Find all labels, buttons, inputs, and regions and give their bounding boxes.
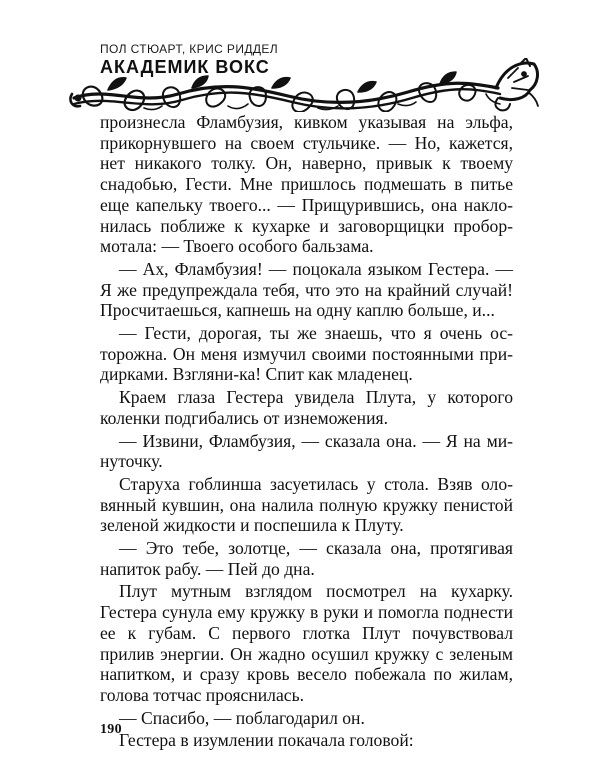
page-number: 190	[100, 722, 122, 737]
paragraph: — Гести, дорогая, ты же знаешь, что я очень осторожна. Он меня измучил своими постоянными придирками. Взгляни-ка! Спит как младенец.	[100, 323, 513, 385]
celtic-vine-ornament-icon	[68, 58, 544, 112]
paragraph: Краем глаза Гестера увидела Плута, у которого коленки подгибались от изнеможения.	[100, 387, 513, 428]
running-head-book-title: АКАДЕМИК ВОКС	[100, 57, 270, 77]
paragraph: — Извини, Фламбузия, — сказала она. — Я на минуточку.	[100, 430, 513, 472]
paragraph: — Спасибо, — поблагодарил он.	[119, 707, 365, 728]
paragraph: Гестера в изумлении покачала головой:	[119, 730, 414, 751]
paragraph: произнесла Фламбузия, кивком указывая на эльфа, прикорнувшего на своем стульчике. — Но, кажется, нет никакого толку. Он, наверно, привык к твоему снадобью, Гести. Мне пришлось подмешать в питье еще капельку твоего... — Прищурившись, она наклонилась поближе к кухарке и заговорщицки пробормотала: — Твоего особого бальзама.	[100, 112, 513, 257]
paragraph: — Это тебе, золотце, — сказала она, протягивая напиток рабу. — Пей до дна.	[100, 538, 513, 579]
paragraph: Плут мутным взглядом посмотрел на кухарку. Гестера сунула ему кружку в руки и помогла поднести ее к губам. С первого глотка Плут почувствовал прилив энергии. Он жадно осушил кружку с зеленым напитком, и сразу кровь весело побежала по жилам, голова тотчас прояснилась.	[100, 581, 513, 705]
paragraph: — Ах, Фламбузия! — поцокала языком Гестера. — Я же предупреждала тебя, что это на крайний случай! Просчитаешься, капнешь на одну каплю больше, и...	[100, 258, 513, 321]
running-head-authors: ПОЛ СТЮАРТ, КРИС РИДДЕЛ	[100, 42, 279, 56]
paragraph: Старуха гоблинша засуетилась у стола. Взяв оловянный кувшин, она налила полную кружку пенистой зеленой жидкости и поспешила к Плуту.	[100, 473, 513, 536]
body-text	[100, 112, 513, 753]
